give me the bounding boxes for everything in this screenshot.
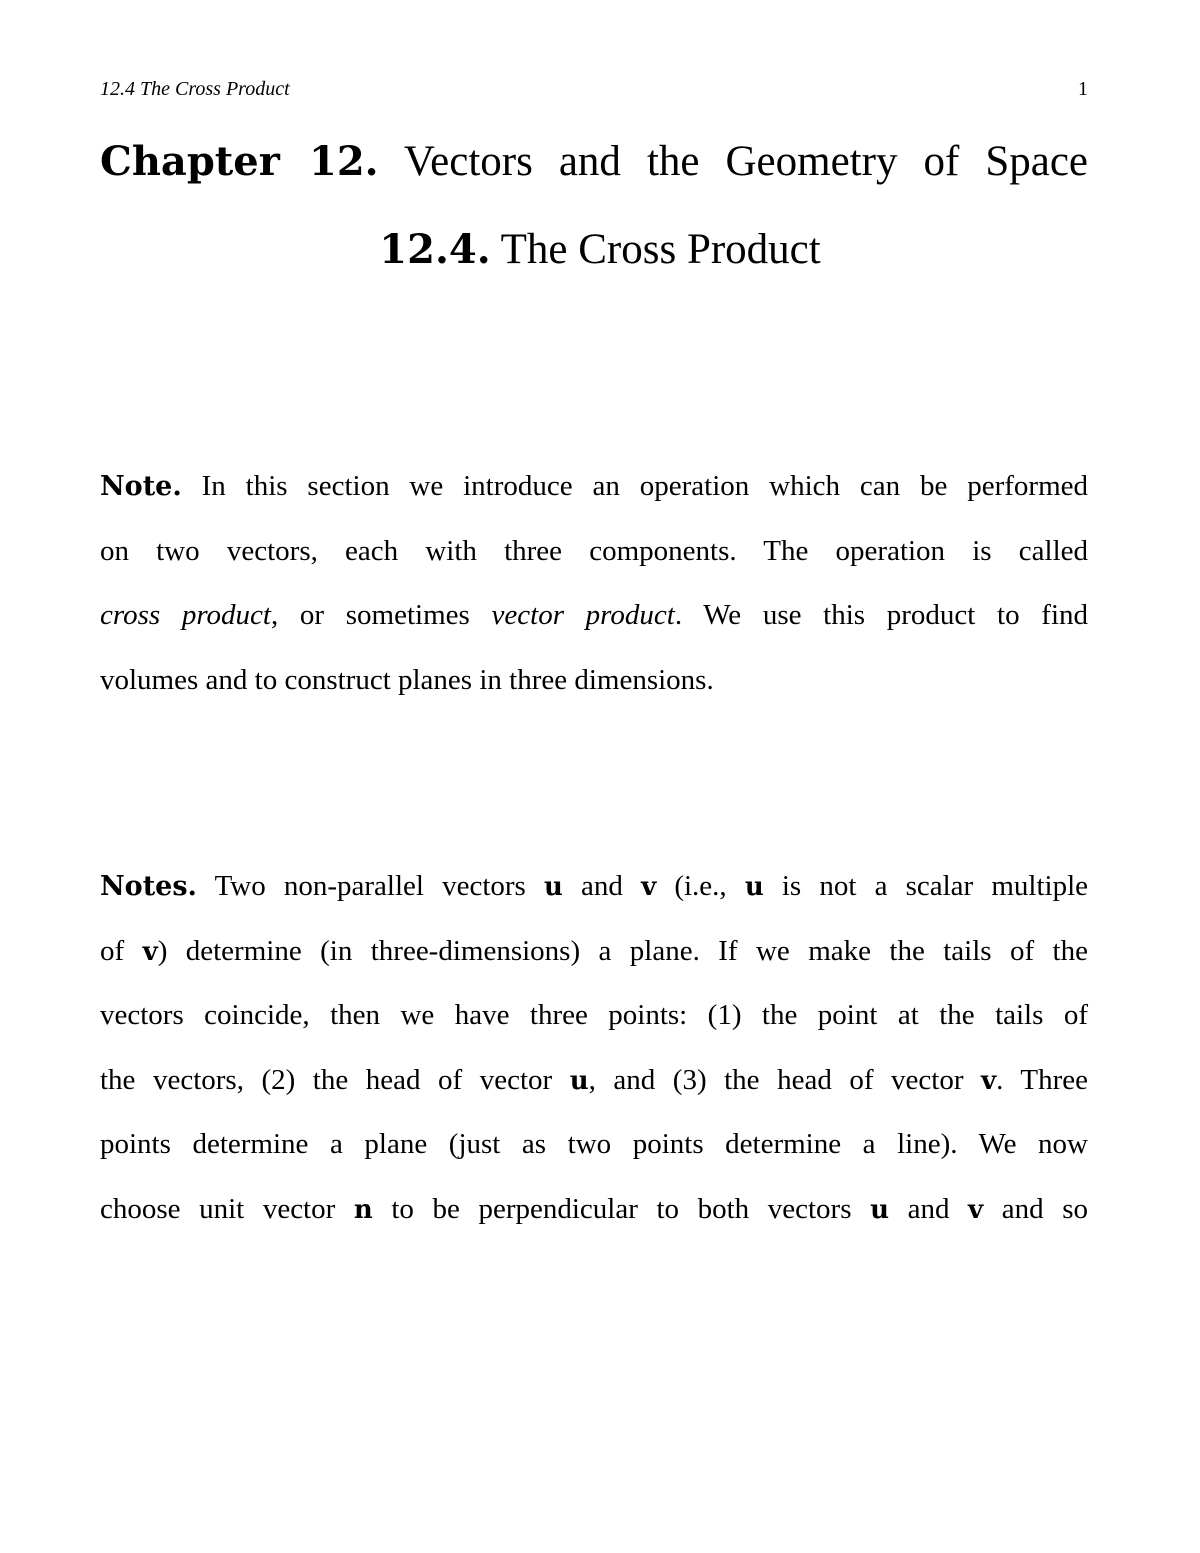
term-cross-product: cross product: [100, 599, 271, 631]
page-number: 1: [1078, 78, 1088, 100]
vector-u: u: [870, 1194, 889, 1225]
vector-n: n: [353, 1194, 373, 1225]
line-text: to be perpendicular to both vectors: [372, 1192, 871, 1225]
vector-v: v: [968, 1194, 984, 1225]
vector-u: u: [744, 872, 764, 902]
line-text: vectors coincide, then we have three points: (1) the point at the tails of: [100, 999, 1088, 1031]
chapter-title: Vectors and the Geometry of Space: [403, 138, 1088, 185]
vector-v: v: [142, 936, 158, 967]
paragraph-line: [100, 854, 1088, 919]
paragraph-line: [100, 983, 1088, 1048]
line-text: volumes and to construct planes in three dimensions.: [100, 663, 714, 696]
paragraph-line: [100, 1177, 1088, 1242]
vector-v: v: [981, 1065, 997, 1096]
line-text: . We use this product to find: [674, 599, 1089, 631]
paragraph-line: [100, 583, 1088, 648]
note-paragraph: [100, 454, 1088, 712]
chapter-label: Chapter 12.: [100, 138, 379, 185]
line-text: , and (3) the head of vector: [588, 1063, 982, 1096]
line-text: and: [562, 870, 642, 902]
line-text: is not a scalar multiple: [763, 870, 1089, 902]
running-header: [100, 76, 1088, 102]
line-text: . Three: [996, 1063, 1088, 1096]
line-text: In this section we introduce an operation which can be performed: [201, 470, 1088, 502]
line-text: and: [889, 1192, 969, 1225]
section-label: 12.4.: [379, 226, 491, 273]
paragraph-line: [100, 648, 1088, 713]
running-header-title: 12.4 The Cross Product: [100, 78, 290, 100]
paragraph-line: [100, 454, 1088, 519]
section-title: The Cross Product: [500, 226, 821, 273]
vector-u: u: [544, 872, 563, 902]
section-heading: [0, 222, 1200, 278]
notes-paragraph: [100, 854, 1088, 1241]
term-vector-product: vector product: [491, 599, 675, 631]
vector-u: u: [569, 1065, 589, 1096]
notes-label: Notes.: [100, 871, 197, 902]
paragraph-line: [100, 1048, 1088, 1113]
line-text: on two vectors, each with three components. The operation is called: [100, 534, 1088, 567]
vector-v: v: [641, 872, 657, 902]
line-text: Two non-parallel vectors: [214, 870, 544, 902]
line-text: of: [100, 934, 143, 967]
paragraph-line: [100, 919, 1088, 984]
chapter-heading: [100, 134, 1088, 190]
line-text: (i.e.,: [656, 870, 745, 902]
line-text: ) determine (in three-dimensions) a plane. If we make the tails of the: [157, 934, 1088, 967]
line-text: the vectors, (2) the head of vector: [100, 1063, 570, 1096]
line-text: choose unit vector: [100, 1192, 354, 1225]
paragraph-line: [100, 519, 1088, 584]
line-text: points determine a plane (just as two points determine a line). We now: [100, 1128, 1088, 1160]
line-text: and so: [983, 1192, 1088, 1225]
line-text: , or sometimes: [270, 599, 492, 631]
paragraph-line: [100, 1112, 1088, 1177]
note-label: Note.: [100, 471, 182, 502]
